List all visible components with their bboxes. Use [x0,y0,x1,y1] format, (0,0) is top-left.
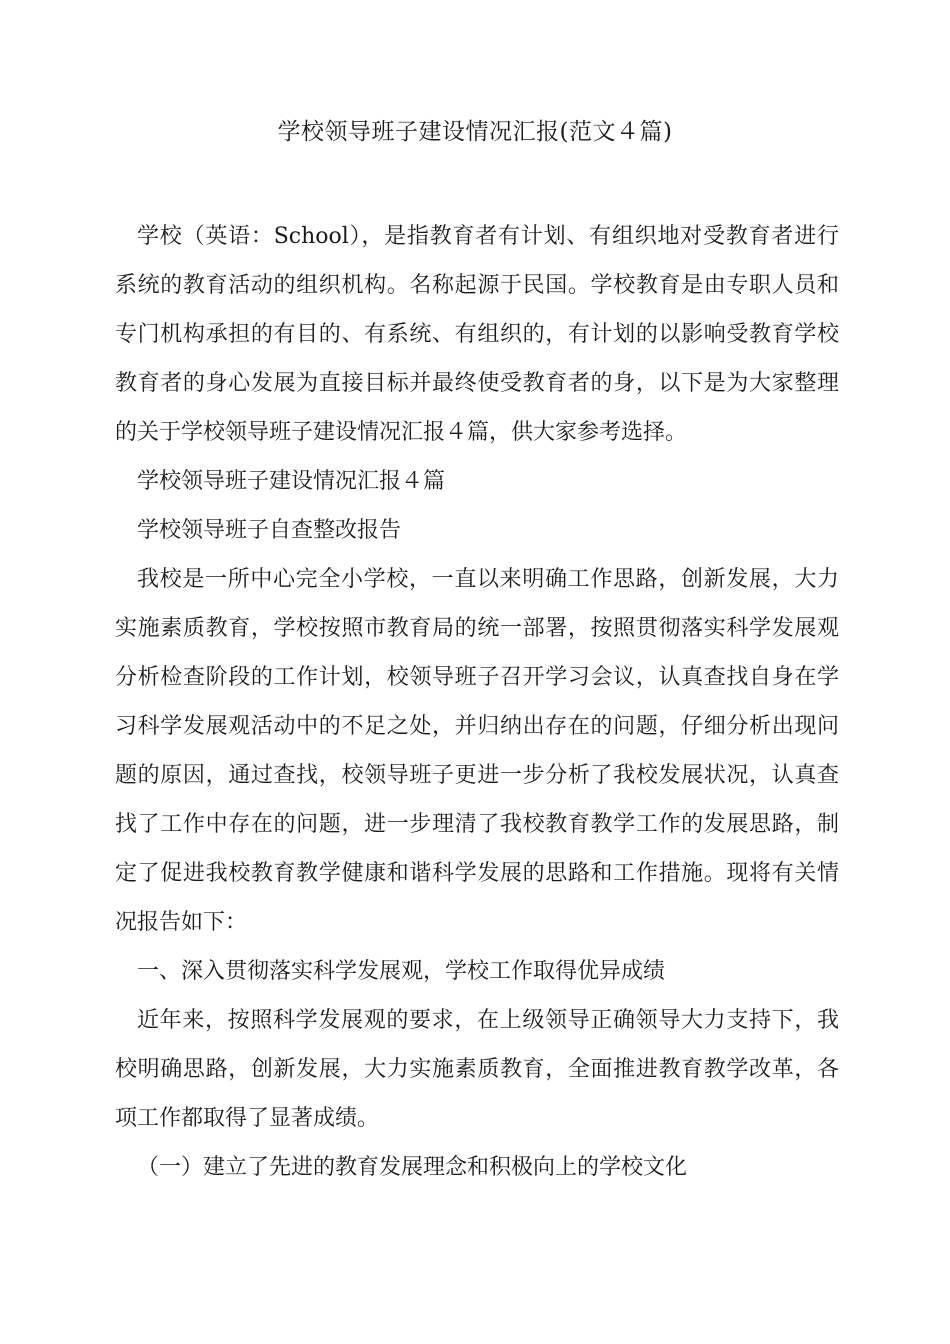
section-title: 学校领导班子建设情况汇报４篇 [137,469,446,494]
document-title: 学校领导班子建设情况汇报(范文４篇) [277,119,673,145]
document-body [115,212,839,1192]
report-paragraph: 我校是一所中心完全小学校，一直以来明确工作思路，创新发展，大力实施素质教育，学校按照市教育局的统一部署，按照贯彻落实科学发展观分析检查阶段的工作计划，校领导班子召开学习会议，认真查找自身在学习科学发展观活动中的不足之处，并归纳出存在的问题，仔细分析出现问题的原因，通过查找，校领导班子更进一步分析了我校发展状况，认真查找了工作中存在的问题，进一步理清了我校教育教学工作的发展思路，制定了促进我校教育教学健康和谐科学发展的思路和工作措施。现将有关情况报告如下： [115,567,839,935]
intro-paragraph: 学校（英语：School），是指教育者有计划、有组织地对受教育者进行系统的教育活动的组织机构。名称起源于民国。学校教育是由专职人员和专门机构承担的有目的、有系统、有组织的，有计划的以影响受教育学校教育者的身心发展为直接目标并最终使受教育者的身，以下是为大家整理的关于学校领导班子建设情况汇报４篇，供大家参考选择。 [115,224,839,445]
report-title: 学校领导班子自查整改报告 [137,518,402,543]
section-heading-one: 一、深入贯彻落实科学发展观，学校工作取得优异成绩 [137,959,666,984]
achievement-paragraph: 近年来，按照科学发展观的要求，在上级领导正确领导大力支持下，我校明确思路，创新发展，大力实施素质教育，全面推进教育教学改革，各项工作都取得了显著成绩。 [115,1008,839,1131]
sub-heading-one: （一）建立了先进的教育发展理念和积极向上的学校文化 [137,1155,688,1180]
